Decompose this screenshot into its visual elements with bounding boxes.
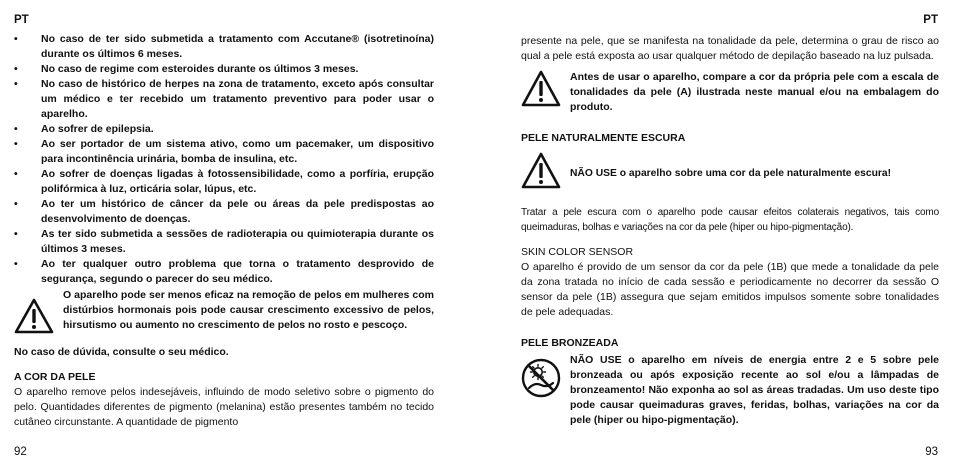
language-label: PT: [923, 14, 938, 26]
right-column: [521, 34, 939, 428]
page-number: 92: [14, 446, 27, 458]
hormonal-warning: [14, 288, 434, 339]
section-heading: SKIN COLOR SENSOR: [521, 246, 634, 258]
compare-warning: [521, 70, 939, 115]
page-number: 93: [925, 446, 938, 458]
list-item: • Ao sofrer de doenças ligadas à fotossensibilidade, como a porfíria, erupção polifórmica à luz, orticária solar, lúpus, etc.: [14, 168, 434, 195]
language-label: PT: [14, 14, 29, 26]
left-column: [14, 32, 434, 430]
warning-text: Antes de usar o aparelho, compare a cor da própria pele com a escala de tonalidades da pele (A) ilustrada neste manual e/ou na embalagem do produto.: [570, 71, 939, 113]
contraindication-list: [14, 32, 434, 287]
list-item: • Ao ter um histórico de câncer da pele ou áreas da pele predispostas ao desenvolvimento de doenças.: [14, 198, 434, 225]
warning-triangle-icon: [521, 152, 561, 195]
section-paragraph: O aparelho remove pelos indesejáveis, influindo de modo seletivo sobre o pigmento do pelo. Quantidades diferentes de pigmento (melanina) estão presentes também no tecido cutâneo circunstante. A quantidade de pigmento: [14, 386, 434, 428]
intro-paragraph: presente na pele, que se manifesta na tonalidade da pele, determina o grau de risco ao qual a pele está exposta ao usar qualquer método de depilação baseado na luz pulsada.: [521, 35, 939, 62]
sensor-paragraph: O aparelho é provido de um sensor da cor da pele (1B) que mede a tonalidade da pele da zona tratada no início de cada sessão e periodicamente no decorrer da sessão O sensor da pele (1B) assegura que sejam emitidos impulsos somente sobre tonalidades de pele adequadas.: [521, 261, 939, 318]
section-heading: PELE BRONZEADA: [521, 337, 619, 349]
dark-skin-warning: [521, 152, 939, 195]
right-page: [477, 0, 954, 470]
dark-skin-paragraph: Tratar a pele escura com o aparelho pode causar efeitos colaterais negativos, tais como queimaduras, bolhas e variações na cor da pele (hiper ou hipo-pigmentação).: [521, 207, 939, 233]
doubt-note: No caso de dúvida, consulte o seu médico.: [14, 346, 229, 358]
warning-triangle-icon: [14, 298, 54, 339]
list-item: • Ao ser portador de um sistema ativo, como um pacemaker, um dispositivo para incontinência urinária, bomba de insulina, etc.: [14, 138, 434, 165]
list-item: • Ao ter qualquer outro problema que torna o tratamento desprovido de segurança, segundo o parecer do seu médico.: [14, 258, 434, 285]
warning-text: O aparelho pode ser menos eficaz na remoção de pelos em mulheres com distúrbios hormonais pois pode causar crescimento excessivo de pelos, hirsutismo ou aumento no crescimento de pelos no rosto e pescoço.: [63, 289, 434, 331]
warning-text: NÃO USE o aparelho sobre uma cor da pele naturalmente escura!: [570, 168, 892, 179]
list-item: • As ter sido submetida a sessões de radioterapia ou quimioterapia durante os últimos 3 meses.: [14, 228, 434, 255]
list-item: • No caso de ter sido submetida a tratamento com Accutane® (isotretinoína) durante os últimos 6 meses.: [14, 33, 434, 60]
warning-triangle-icon: [521, 70, 561, 113]
list-item: • Ao sofrer de epilepsia.: [14, 123, 154, 135]
list-item: • No caso de regime com esteroides durante os últimos 3 meses.: [14, 63, 359, 75]
warning-text: NÃO USE o aparelho em níveis de energia entre 2 e 5 sobre pele bronzeada ou após exposição recente ao sol e/ou a lâmpadas de bronzeamento! Não exponha ao sol as áreas tradadas. Um uso deste tipo pode causar queimaduras graves, feridas, bolhas, variações na cor da pele (hiper ou hipo-pigmentação).: [570, 354, 940, 426]
no-sun-exposure-icon: [521, 358, 561, 403]
tan-skin-warning: [521, 353, 939, 428]
section-heading: A COR DA PELE: [14, 371, 96, 383]
list-item: • No caso de histórico de herpes na zona de tratamento, exceto após consultar um médico e ter recebido um tratamento preventivo para poder usar o aparelho.: [14, 78, 434, 120]
section-heading: PELE NATURALMENTE ESCURA: [521, 132, 686, 144]
